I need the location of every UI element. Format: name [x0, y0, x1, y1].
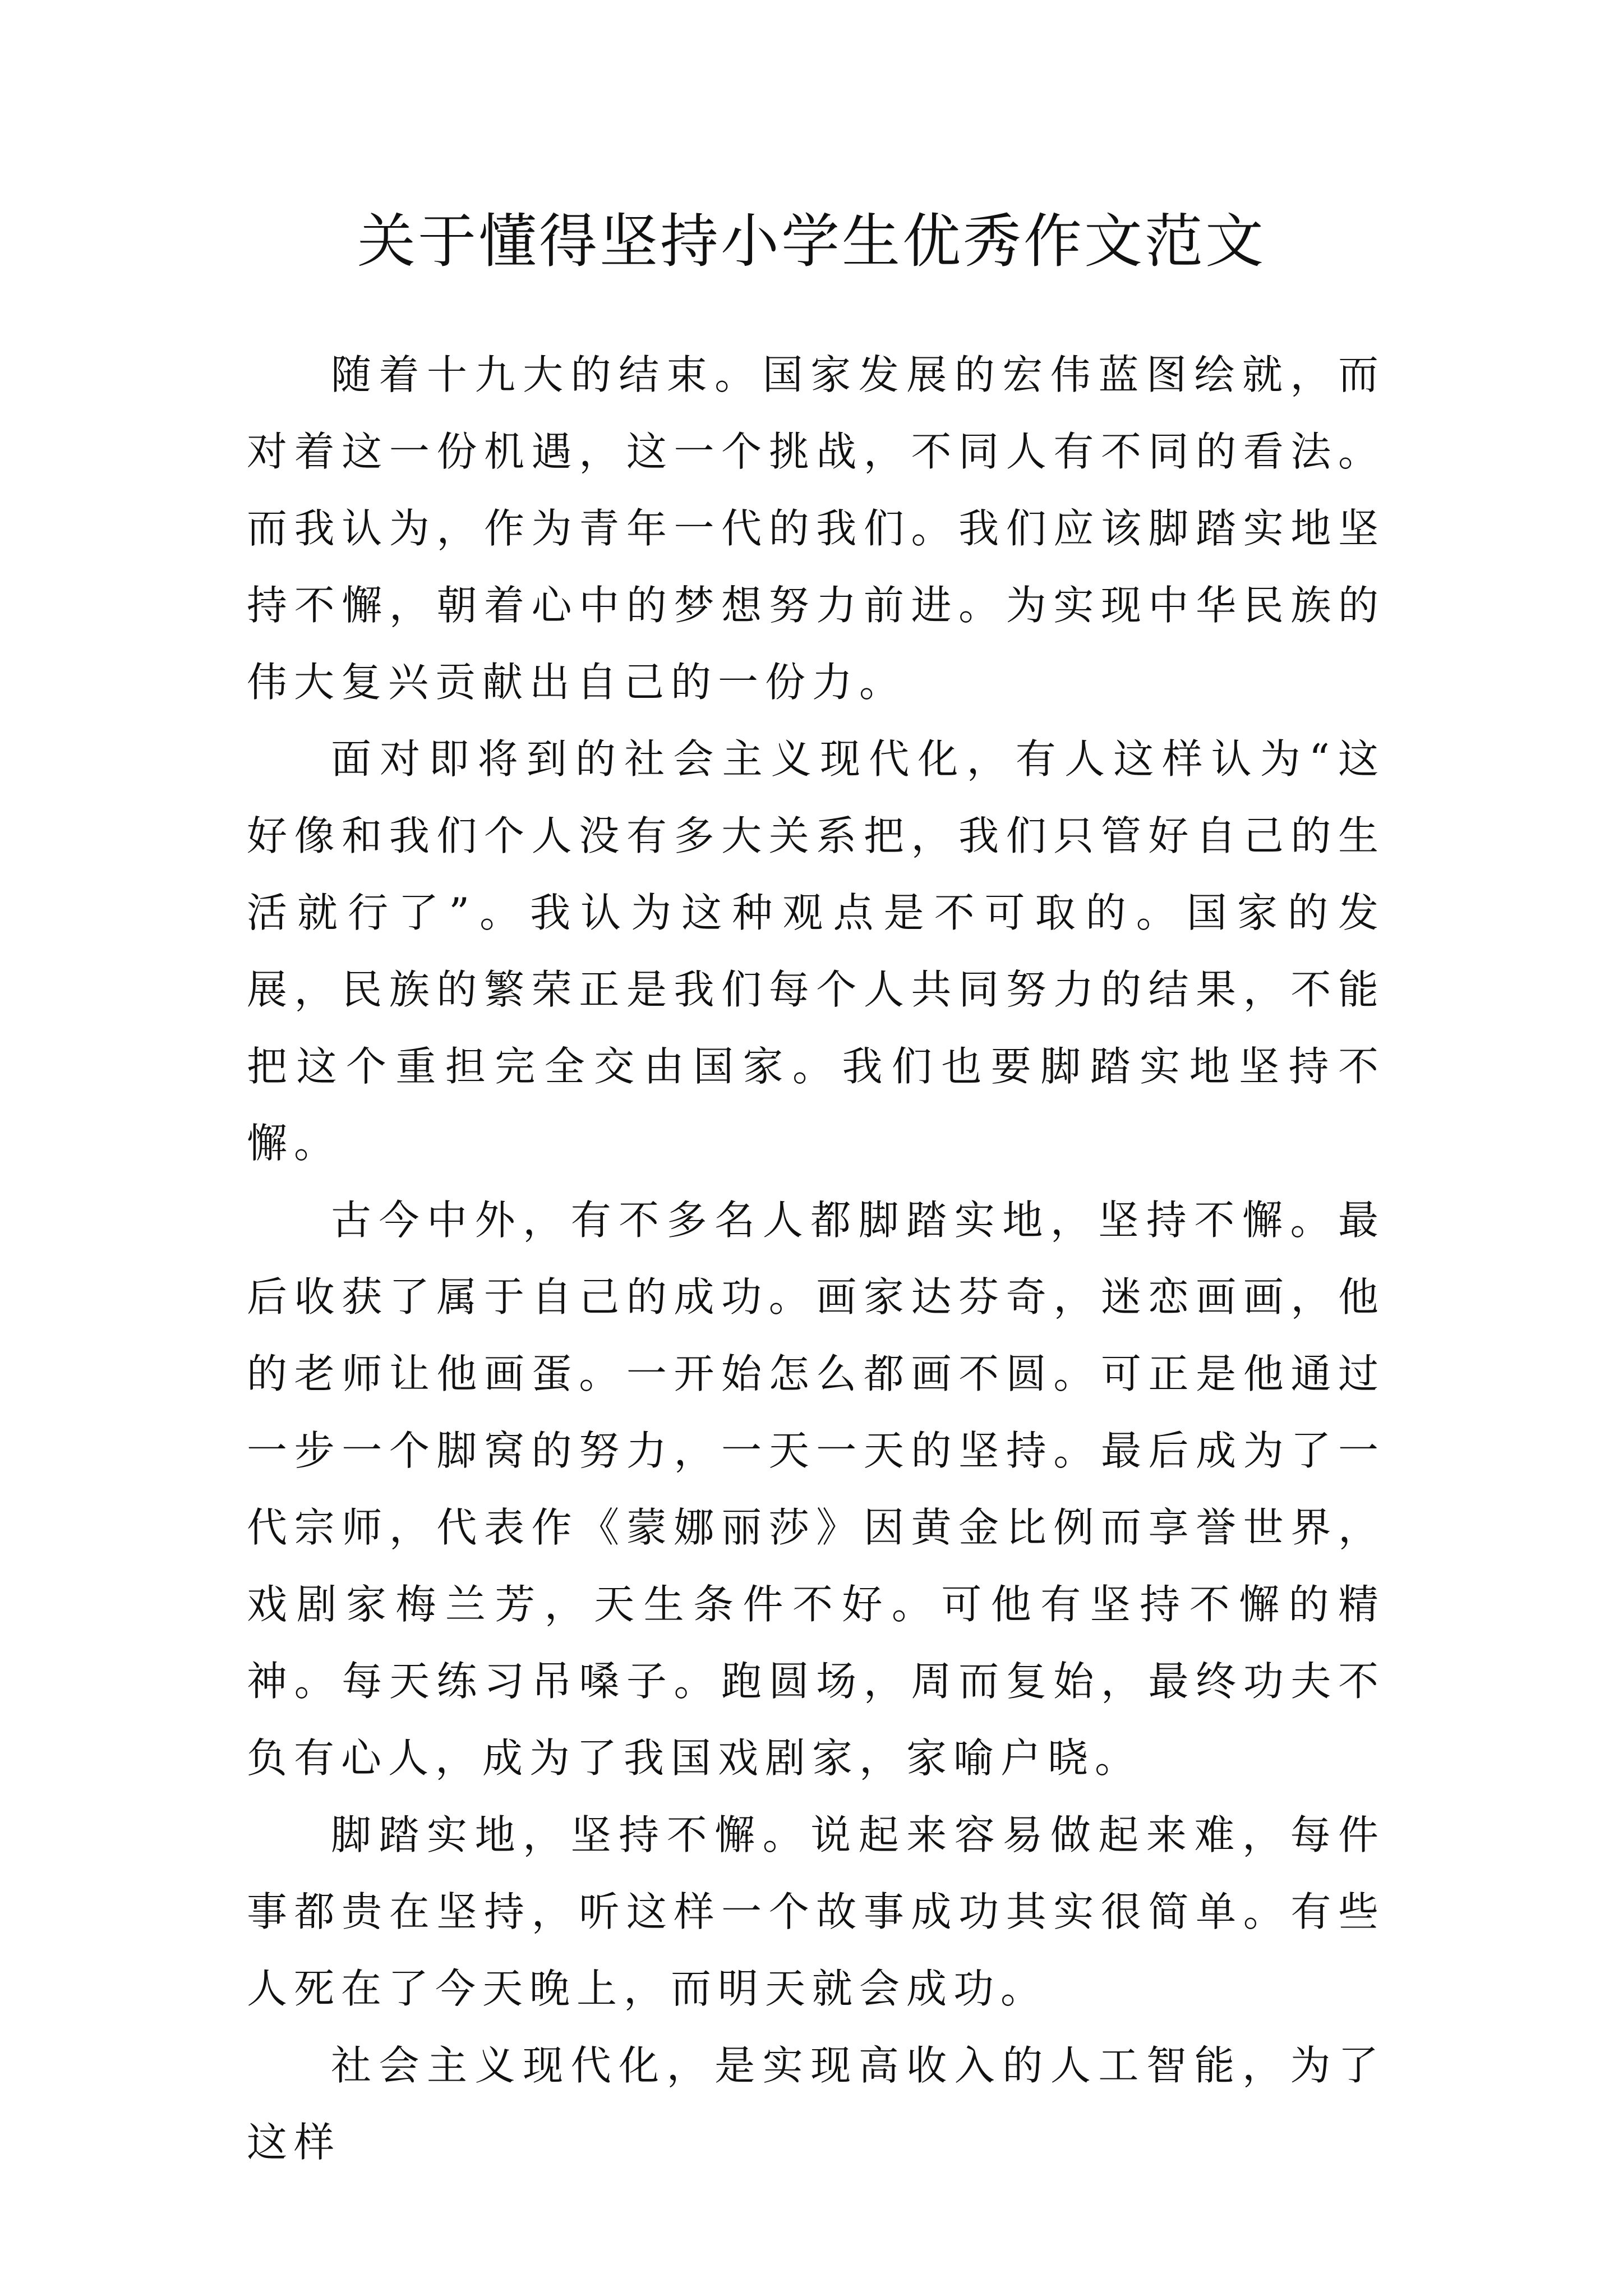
paragraph: 脚踏实地，坚持不懈。说起来容易做起来难，每件事都贵在坚持，听这样一个故事成功其实很简单。有些人死在了今天晚上，而明天就会成功。: [247, 1811, 1385, 2012]
paragraph: 古今中外，有不多名人都脚踏实地，坚持不懈。最后收获了属于自己的成功。画家达芬奇，迷恋画画，他的老师让他画蛋。一开始怎么都画不圆。可正是他通过一步一个脚窝的努力，一天一天的坚持。最后成为了一代宗师，代表作《蒙娜丽莎》因黄金比例而享誉世界，戏剧家梅兰芳，天生条件不好。可他有坚持不懈的精神。每天练习吊嗓子。跑圆场，周而复始，最终功夫不负有心人，成为了我国戏剧家，家喻户晓。: [247, 1197, 1385, 1782]
document-title: 关于懂得坚持小学生优秀作文范文: [357, 207, 1266, 275]
paragraph: 社会主义现代化，是实现高收入的人工智能，为了这样: [247, 2042, 1385, 2166]
document-body: [247, 337, 1385, 2181]
paragraph: 面对即将到的社会主义现代化，有人这样认为“这好像和我们个人没有多大关系把，我们只管好自己的生活就行了”。我认为这种观点是不可取的。国家的发展，民族的繁荣正是我们每个人共同努力的结果，不能把这个重担完全交由国家。我们也要脚踏实地坚持不懈。: [247, 735, 1385, 1167]
paragraph: 随着十九大的结束。国家发展的宏伟蓝图绘就，而对着这一份机遇，这一个挑战，不同人有不同的看法。而我认为，作为青年一代的我们。我们应该脚踏实地坚持不懈，朝着心中的梦想努力前进。为实现中华民族的伟大复兴贡献出自己的一份力。: [247, 351, 1385, 706]
